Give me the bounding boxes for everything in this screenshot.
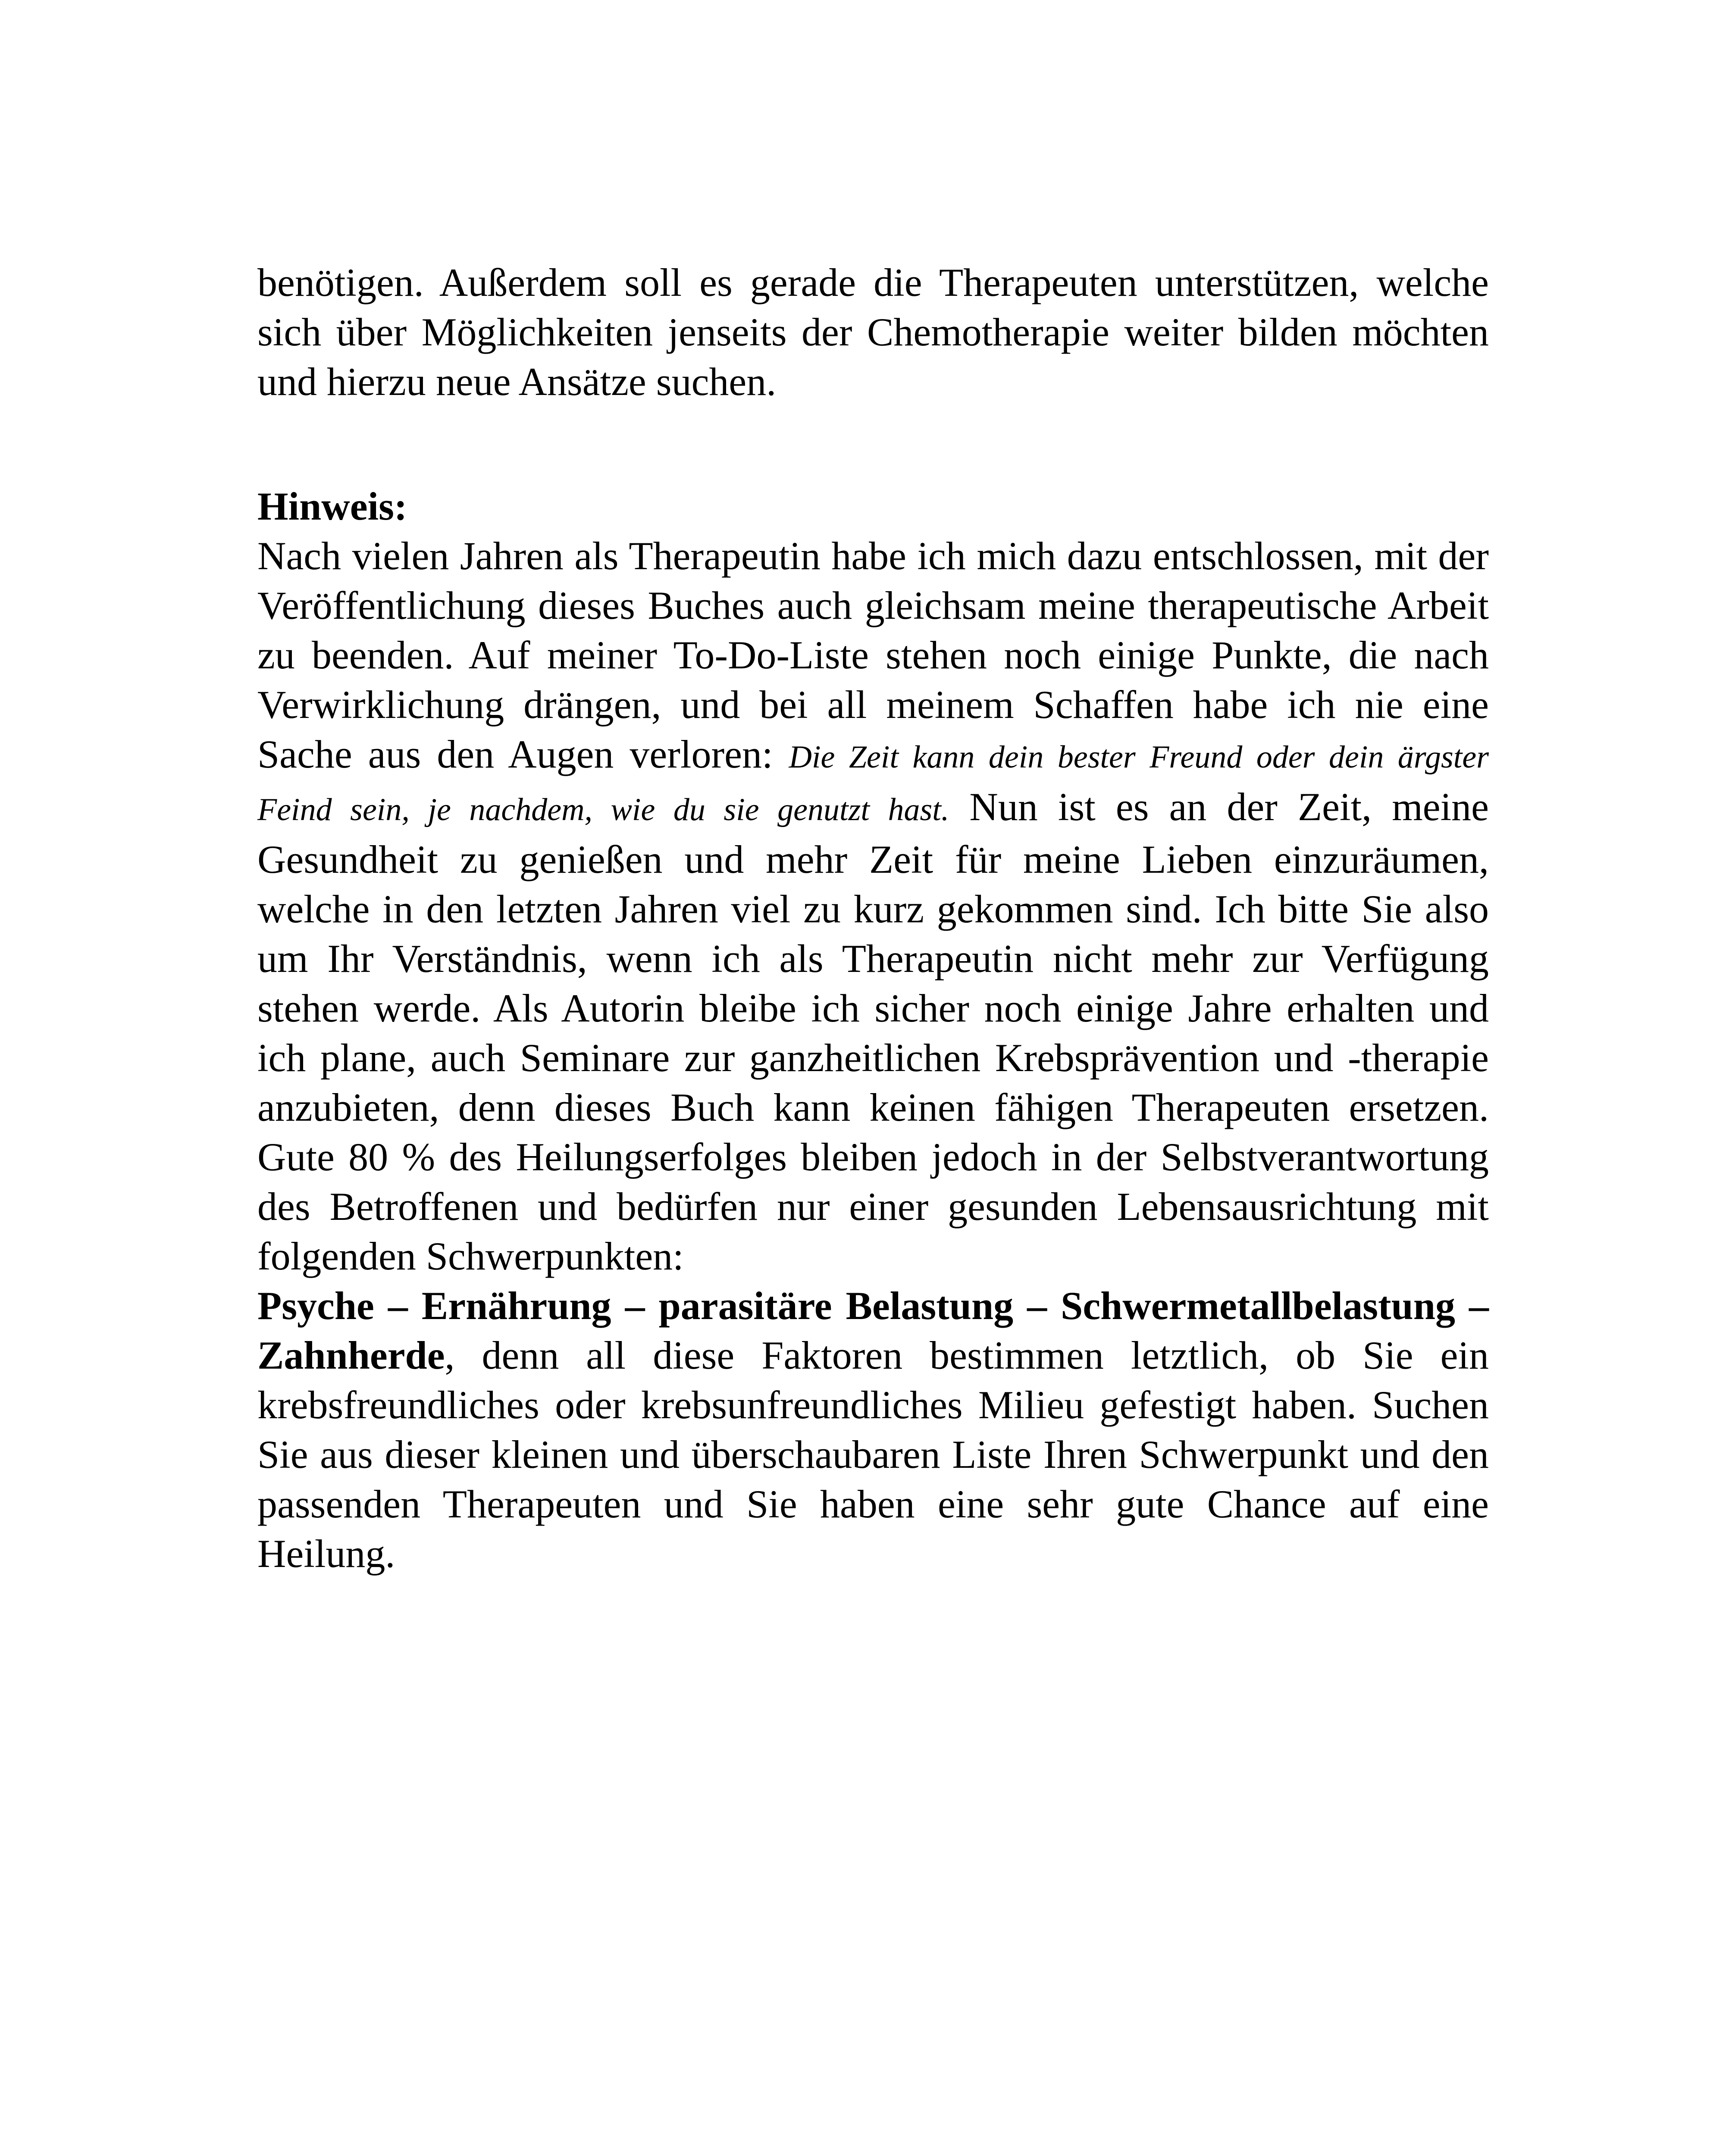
hinweis-closing-text: , denn all diese Faktoren bestimmen letztlich, ob Sie ein krebsfreundliches oder krebsunfreundliches Milieu gefestigt haben. Suchen Sie aus dieser kleinen und überschaubaren Liste Ihren Schwerpunkt und den passenden Therapeuten und Sie haben eine sehr gute Chance auf eine Heilung. — [257, 1333, 1489, 1576]
hinweis-text-after-quote: Nun ist es an der Zeit, meine Gesundheit zu genießen und mehr Zeit für meine Lieben einzuräumen, welche in den letzten Jahren viel zu kurz gekommen sind. Ich bitte Sie also um Ihr Verständnis, wenn ich als Therapeutin nicht mehr zur Verfügung stehen werde. Als Autorin bleibe ich sicher noch einige Jahre erhalten und ich plane, auch Seminare zur ganzheitlichen Krebsprävention und -therapie anzubieten, denn dieses Buch kann keinen fähigen Therapeuten ersetzen. Gute 80 % des Heilungserfolges bleiben jedoch in der Selbstverantwortung des Betroffenen und bedürfen nur einer gesunden Lebensausrichtung mit folgenden Schwerpunkten: — [257, 785, 1489, 1278]
hinweis-heading: Hinweis: — [257, 484, 407, 528]
focus-areas: Psyche – Ernährung – parasitäre Belastung – Schwermetallbelastung – Zahnherde — [257, 1284, 1489, 1377]
hinweis-text-before-quote: Nach vielen Jahren als Therapeutin habe ich mich dazu entschlossen, mit der Veröffentlichung dieses Buches auch gleichsam meine therapeutische Arbeit zu beenden. Auf meiner To-Do-Liste stehen noch einige Punkte, die nach Verwirklichung drängen, und bei all meinem Schaffen habe ich nie eine Sache aus den Augen verloren: — [257, 534, 1489, 776]
intro-paragraph: benötigen. Außerdem soll es gerade die Therapeuten unterstützen, welche sich über Möglichkeiten jenseits der Chemotherapie weiter bilden möchten und hierzu neue Ansätze suchen. — [257, 260, 1489, 404]
hinweis-paragraph — [257, 531, 1489, 1579]
hinweis-quote: Die Zeit kann dein bester Freund oder dein ärgster Feind sein, je nachdem, wie du sie genutzt hast. — [257, 740, 1489, 827]
